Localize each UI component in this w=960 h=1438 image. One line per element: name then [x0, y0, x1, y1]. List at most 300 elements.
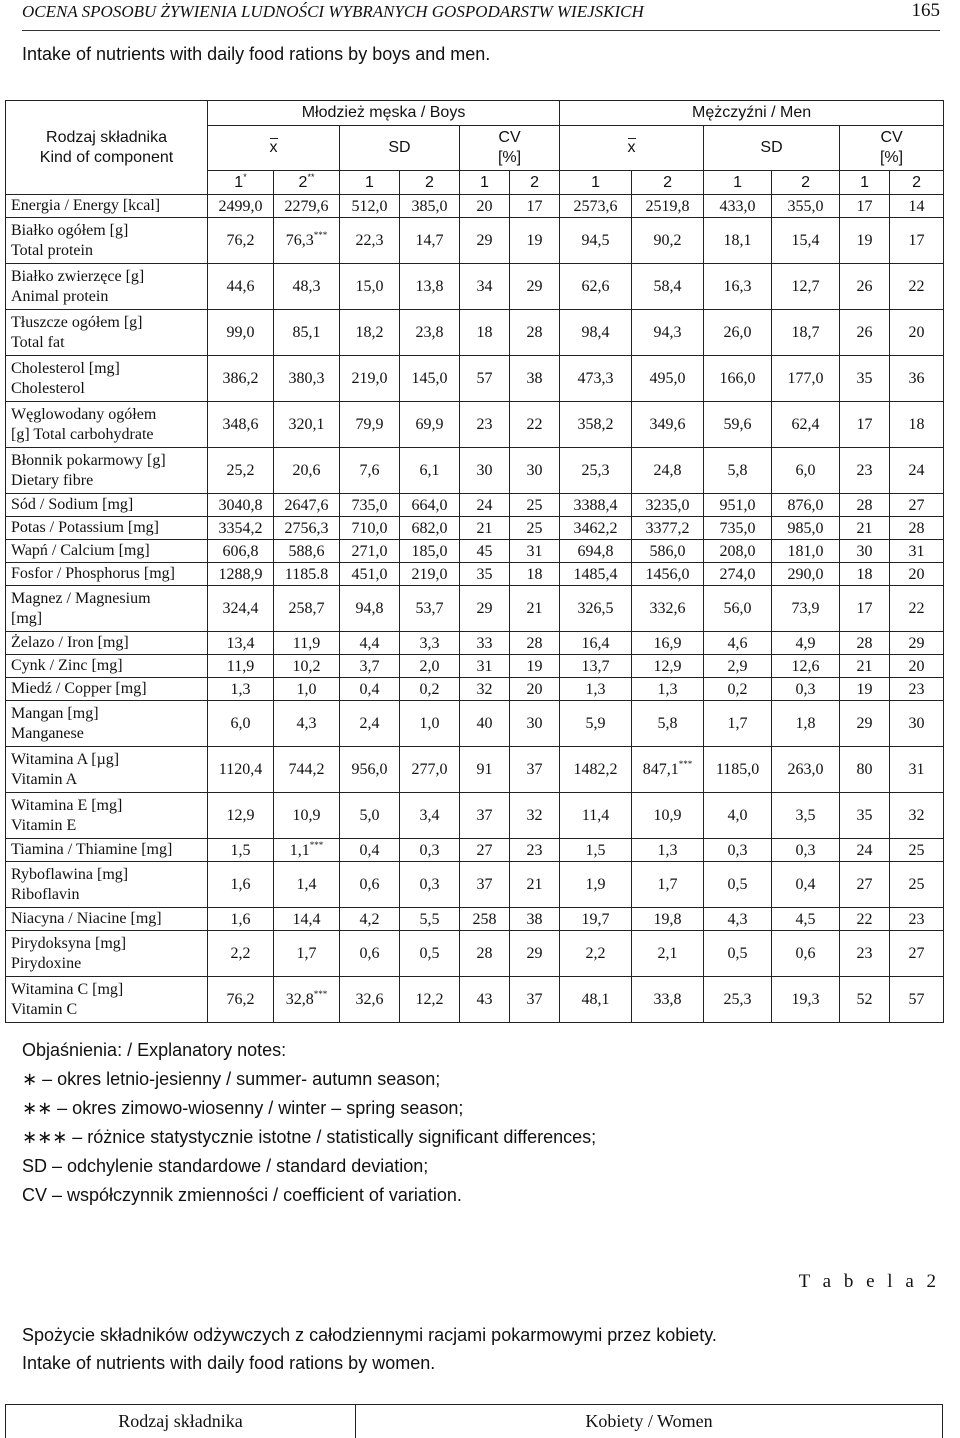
table-cell: 22,3 [340, 218, 400, 264]
table-cell: 0,3 [400, 862, 460, 908]
table-cell: 17 [840, 586, 890, 632]
season-1: 1 [460, 171, 510, 195]
table-cell: 29 [890, 632, 944, 655]
season-1: 1 [840, 171, 890, 195]
table-cell: 25 [510, 494, 560, 517]
table-cell: 1485,4 [560, 563, 632, 586]
table-cell: 433,0 [704, 195, 772, 218]
table-cell: 13,4 [208, 632, 274, 655]
row-label [6, 356, 208, 402]
table-cell: 2,0 [400, 655, 460, 678]
table-cell: 23 [840, 931, 890, 977]
table-cell: 2,1 [632, 931, 704, 977]
row-label [6, 862, 208, 908]
running-title: OCENA SPOSOBU ŻYWIENIA LUDNOŚCI WYBRANYCH GOSPODARSTW WIEJSKICH [22, 2, 644, 22]
table-cell: 682,0 [400, 517, 460, 540]
table-row [6, 632, 944, 655]
row-label [6, 264, 208, 310]
table-cell: 4,5 [772, 908, 840, 931]
table-cell: 14,7 [400, 218, 460, 264]
table-row [6, 678, 944, 701]
table-cell: 324,4 [208, 586, 274, 632]
season-1: 1 [560, 171, 632, 195]
table-cell: 79,9 [340, 402, 400, 448]
table-cell: 1,0 [400, 701, 460, 747]
table-cell: 99,0 [208, 310, 274, 356]
row-label-en: [g] Total carbohydrate [11, 425, 205, 445]
table-cell: 588,6 [274, 540, 340, 563]
table-cell: 735,0 [340, 494, 400, 517]
table-cell: 20 [510, 678, 560, 701]
table-cell: 17 [890, 218, 944, 264]
table-cell: 15,4 [772, 218, 840, 264]
table-cell: 1,0 [274, 678, 340, 701]
table-row [6, 701, 944, 747]
table-cell: 380,3 [274, 356, 340, 402]
table-cell: 15,0 [340, 264, 400, 310]
table-row [6, 264, 944, 310]
table-cell: 2,2 [208, 931, 274, 977]
table-cell: 58,4 [632, 264, 704, 310]
table-cell: 166,0 [704, 356, 772, 402]
header-men-mean: x [560, 126, 704, 171]
season-2: 2 [772, 171, 840, 195]
table-cell: 48,1 [560, 977, 632, 1023]
table-cell: 177,0 [772, 356, 840, 402]
table-cell: 664,0 [400, 494, 460, 517]
table-cell: 23 [460, 402, 510, 448]
table-cell: 27 [890, 494, 944, 517]
table-cell: 94,5 [560, 218, 632, 264]
row-label-en: [mg] [11, 609, 205, 629]
table-cell: 0,2 [400, 678, 460, 701]
notes-title: Objaśnienia: / Explanatory notes: [22, 1040, 596, 1069]
row-label-pl: Tłuszcze ogółem [g] [11, 313, 205, 333]
table2-label: T a b e l a 2 [799, 1271, 940, 1293]
table-cell: 14 [890, 195, 944, 218]
table-cell: 12,9 [208, 793, 274, 839]
table-cell: 1,7 [632, 862, 704, 908]
table-cell: 1,6 [208, 908, 274, 931]
note-item: ∗ – okres letnio-jesienny / summer- autumn season; [22, 1069, 596, 1098]
season-1: 1 [340, 171, 400, 195]
table-row [6, 931, 944, 977]
table-cell: 4,0 [704, 793, 772, 839]
table-cell: 7,6 [340, 448, 400, 494]
table-cell: 28 [840, 494, 890, 517]
table-cell: 32 [510, 793, 560, 839]
table-row [6, 563, 944, 586]
table-row [6, 655, 944, 678]
table-cell: 985,0 [772, 517, 840, 540]
table-row [6, 793, 944, 839]
table-cell: 20 [890, 563, 944, 586]
table-cell: 40 [460, 701, 510, 747]
season-2: 2 [400, 171, 460, 195]
table-cell: 263,0 [772, 747, 840, 793]
table-row [6, 218, 944, 264]
table-cell: 38 [510, 908, 560, 931]
table-cell: 3040,8 [208, 494, 274, 517]
table-cell: 94,3 [632, 310, 704, 356]
header-component-en: Kind of component [8, 148, 205, 168]
table-cell: 19,8 [632, 908, 704, 931]
table-cell: 32 [460, 678, 510, 701]
table-cell: 219,0 [400, 563, 460, 586]
table-cell: 28 [510, 310, 560, 356]
table-cell: 21 [460, 517, 510, 540]
table-cell: 23 [890, 908, 944, 931]
table-row [6, 540, 944, 563]
row-label: Potas / Potassium [mg] [6, 517, 208, 540]
row-label-pl: Białko zwierzęce [g] [11, 267, 205, 287]
table-cell: 876,0 [772, 494, 840, 517]
row-label [6, 793, 208, 839]
table-cell: 94,8 [340, 586, 400, 632]
row-label: Żelazo / Iron [mg] [6, 632, 208, 655]
header-boys-cv: CV [%] [460, 126, 560, 171]
table-cell: 25 [890, 839, 944, 862]
table-cell: 258 [460, 908, 510, 931]
table-cell: 12,9 [632, 655, 704, 678]
table-cell: 3388,4 [560, 494, 632, 517]
table-cell: 22 [510, 402, 560, 448]
table-cell: 10,9 [274, 793, 340, 839]
season-1: 1 [704, 171, 772, 195]
row-label-en: Cholesterol [11, 379, 205, 399]
table-row [6, 747, 944, 793]
table-cell: 29 [460, 586, 510, 632]
header-men-cv: CV [%] [840, 126, 944, 171]
table-cell: 2499,0 [208, 195, 274, 218]
table-cell: 5,5 [400, 908, 460, 931]
note-item: ∗∗ – okres zimowo-wiosenny / winter – spring season; [22, 1098, 596, 1127]
table-cell: 386,2 [208, 356, 274, 402]
row-label-en: Total protein [11, 241, 205, 261]
table-cell: 44,6 [208, 264, 274, 310]
table-cell: 26 [840, 310, 890, 356]
table-cell: 385,0 [400, 195, 460, 218]
table-cell: 956,0 [340, 747, 400, 793]
nutrients-table-women [5, 1404, 943, 1438]
table2-caption-pl: Spożycie składników odżywczych z całodziennymi racjami pokarmowymi przez kobiety. [22, 1325, 717, 1346]
table-cell: 11,9 [208, 655, 274, 678]
row-label-pl: Mangan [mg] [11, 704, 205, 724]
table-row [6, 402, 944, 448]
table-cell: 355,0 [772, 195, 840, 218]
table-cell: 18 [890, 402, 944, 448]
table-cell: 32,8*** [274, 977, 340, 1023]
row-label: Fosfor / Phosphorus [mg] [6, 563, 208, 586]
row-label: Energia / Energy [kcal] [6, 195, 208, 218]
table-cell: 22 [890, 264, 944, 310]
table-cell: 1,3 [632, 678, 704, 701]
header-men: Mężczyźni / Men [560, 101, 944, 126]
table-cell: 0,6 [340, 862, 400, 908]
row-label-en: Pirydoxine [11, 954, 205, 974]
header-women: Kobiety / Women [356, 1405, 943, 1438]
table-cell: 17 [510, 195, 560, 218]
table-cell: 28 [460, 931, 510, 977]
explanatory-notes [22, 1040, 596, 1214]
table-cell: 326,5 [560, 586, 632, 632]
table-cell: 31 [460, 655, 510, 678]
row-label [6, 747, 208, 793]
table-cell: 30 [840, 540, 890, 563]
table-cell: 0,3 [400, 839, 460, 862]
table-cell: 30 [510, 448, 560, 494]
row-label-en: Vitamin C [11, 1000, 205, 1020]
table-cell: 69,9 [400, 402, 460, 448]
row-label-pl: Węglowodany ogółem [11, 405, 205, 425]
table-cell: 17 [840, 195, 890, 218]
table-cell: 258,7 [274, 586, 340, 632]
table-cell: 606,8 [208, 540, 274, 563]
table-cell: 32 [890, 793, 944, 839]
table-cell: 29 [460, 218, 510, 264]
table-cell: 37 [460, 862, 510, 908]
table-cell: 33,8 [632, 977, 704, 1023]
table-cell: 0,2 [704, 678, 772, 701]
table-cell: 2279,6 [274, 195, 340, 218]
table-cell: 4,6 [704, 632, 772, 655]
table-cell: 12,6 [772, 655, 840, 678]
table-cell: 18 [510, 563, 560, 586]
table-cell: 0,4 [340, 678, 400, 701]
table-cell: 0,6 [772, 931, 840, 977]
row-label-en: Vitamin A [11, 770, 205, 790]
header-boys-mean: x [208, 126, 340, 171]
table-cell: 4,9 [772, 632, 840, 655]
table-cell: 3,3 [400, 632, 460, 655]
table-cell: 31 [890, 747, 944, 793]
table-cell: 277,0 [400, 747, 460, 793]
table-cell: 3462,2 [560, 517, 632, 540]
table-cell: 0,4 [340, 839, 400, 862]
header-divider [22, 30, 940, 31]
table-cell: 23,8 [400, 310, 460, 356]
table-cell: 3377,2 [632, 517, 704, 540]
table-cell: 271,0 [340, 540, 400, 563]
row-label: Tiamina / Thiamine [mg] [6, 839, 208, 862]
table-cell: 30 [510, 701, 560, 747]
row-label [6, 586, 208, 632]
table-cell: 18 [840, 563, 890, 586]
table-cell: 20 [460, 195, 510, 218]
row-label-pl: Pirydoksyna [mg] [11, 934, 205, 954]
table-cell: 43 [460, 977, 510, 1023]
table-cell: 320,1 [274, 402, 340, 448]
table-row [6, 448, 944, 494]
table-cell: 31 [510, 540, 560, 563]
table-cell: 1288,9 [208, 563, 274, 586]
table-row [6, 862, 944, 908]
table-cell: 1482,2 [560, 747, 632, 793]
table-cell: 19 [510, 218, 560, 264]
table-cell: 290,0 [772, 563, 840, 586]
table-cell: 13,7 [560, 655, 632, 678]
table-cell: 145,0 [400, 356, 460, 402]
table-cell: 5,0 [340, 793, 400, 839]
table-cell: 20 [890, 310, 944, 356]
table-cell: 21 [510, 586, 560, 632]
table-cell: 90,2 [632, 218, 704, 264]
table-cell: 30 [460, 448, 510, 494]
table-cell: 6,1 [400, 448, 460, 494]
table-cell: 18,7 [772, 310, 840, 356]
table-cell: 76,2 [208, 977, 274, 1023]
table-cell: 1,3 [208, 678, 274, 701]
table-cell: 473,3 [560, 356, 632, 402]
row-label [6, 402, 208, 448]
table-cell: 31 [890, 540, 944, 563]
table-cell: 38 [510, 356, 560, 402]
table-cell: 52 [840, 977, 890, 1023]
table-cell: 1,3 [632, 839, 704, 862]
row-label-en: Total fat [11, 333, 205, 353]
season-2: 2 [632, 171, 704, 195]
table-cell: 451,0 [340, 563, 400, 586]
table-cell: 2,2 [560, 931, 632, 977]
note-item: CV – współczynnik zmienności / coefficient of variation. [22, 1185, 596, 1214]
nutrients-table-boys-men [5, 100, 944, 1023]
table-cell: 62,6 [560, 264, 632, 310]
table-cell: 24 [890, 448, 944, 494]
row-label-pl: Magnez / Magnesium [11, 589, 205, 609]
table-cell: 710,0 [340, 517, 400, 540]
table-cell: 11,4 [560, 793, 632, 839]
table-cell: 2,4 [340, 701, 400, 747]
table-cell: 219,0 [340, 356, 400, 402]
table-cell: 1,6 [208, 862, 274, 908]
row-label-pl: Ryboflawina [mg] [11, 865, 205, 885]
header-boys-sd: SD [340, 126, 460, 171]
row-label [6, 218, 208, 264]
table-cell: 19 [510, 655, 560, 678]
table-cell: 36 [890, 356, 944, 402]
table-cell: 53,7 [400, 586, 460, 632]
table-cell: 23 [840, 448, 890, 494]
table-cell: 48,3 [274, 264, 340, 310]
table-row [6, 517, 944, 540]
table-cell: 5,9 [560, 701, 632, 747]
table-cell: 12,2 [400, 977, 460, 1023]
season-2: 2 [510, 171, 560, 195]
row-label-pl: Błonnik pokarmowy [g] [11, 451, 205, 471]
table-cell: 21 [510, 862, 560, 908]
table-cell: 28 [510, 632, 560, 655]
table-cell: 1,8 [772, 701, 840, 747]
header-component [6, 101, 208, 195]
header-boys: Młodzież męska / Boys [208, 101, 560, 126]
table-cell: 1120,4 [208, 747, 274, 793]
table-row [6, 908, 944, 931]
row-label [6, 448, 208, 494]
note-item: ∗∗∗ – różnice statystycznie istotne / statistically significant differences; [22, 1127, 596, 1156]
table-cell: 3354,2 [208, 517, 274, 540]
table-cell: 13,8 [400, 264, 460, 310]
table-cell: 23 [890, 678, 944, 701]
table-row [6, 195, 944, 218]
table-cell: 28 [890, 517, 944, 540]
table-cell: 0,5 [704, 931, 772, 977]
table-cell: 25,2 [208, 448, 274, 494]
table-cell: 19 [840, 678, 890, 701]
table-cell: 349,6 [632, 402, 704, 448]
table-cell: 85,1 [274, 310, 340, 356]
table-row [6, 977, 944, 1023]
table-cell: 22 [840, 908, 890, 931]
table-cell: 11,9 [274, 632, 340, 655]
table1-caption: Intake of nutrients with daily food rations by boys and men. [22, 44, 490, 65]
table-cell: 4,3 [704, 908, 772, 931]
table-cell: 73,9 [772, 586, 840, 632]
table-cell: 57 [460, 356, 510, 402]
table2-caption-en: Intake of nutrients with daily food rations by women. [22, 1353, 435, 1374]
table-cell: 6,0 [772, 448, 840, 494]
table-cell: 1,4 [274, 862, 340, 908]
table-cell: 35 [460, 563, 510, 586]
table-cell: 16,3 [704, 264, 772, 310]
row-label: Miedź / Copper [mg] [6, 678, 208, 701]
table-cell: 2519,8 [632, 195, 704, 218]
row-label-en: Dietary fibre [11, 471, 205, 491]
table-cell: 14,4 [274, 908, 340, 931]
season-2: 2** [274, 171, 340, 195]
table-cell: 28 [840, 632, 890, 655]
table-cell: 4,3 [274, 701, 340, 747]
table-cell: 19 [840, 218, 890, 264]
table-cell: 24,8 [632, 448, 704, 494]
table-cell: 12,7 [772, 264, 840, 310]
table-cell: 208,0 [704, 540, 772, 563]
table-cell: 18 [460, 310, 510, 356]
table-cell: 951,0 [704, 494, 772, 517]
table-cell: 185,0 [400, 540, 460, 563]
table-cell: 24 [840, 839, 890, 862]
table-cell: 37 [460, 793, 510, 839]
row-label: Cynk / Zinc [mg] [6, 655, 208, 678]
table-cell: 25,3 [704, 977, 772, 1023]
table-cell: 26 [840, 264, 890, 310]
table-cell: 0,3 [772, 678, 840, 701]
table-row [6, 310, 944, 356]
table-cell: 98,4 [560, 310, 632, 356]
table-cell: 57 [890, 977, 944, 1023]
table-cell: 76,2 [208, 218, 274, 264]
table-cell: 0,6 [340, 931, 400, 977]
row-label: Niacyna / Niacine [mg] [6, 908, 208, 931]
table-cell: 0,5 [400, 931, 460, 977]
row-label-en: Vitamin E [11, 816, 205, 836]
table-cell: 1,7 [704, 701, 772, 747]
table-cell: 512,0 [340, 195, 400, 218]
table-cell: 16,9 [632, 632, 704, 655]
table-cell: 181,0 [772, 540, 840, 563]
table-cell: 27 [460, 839, 510, 862]
table-cell: 586,0 [632, 540, 704, 563]
table-cell: 26,0 [704, 310, 772, 356]
table-cell: 25 [890, 862, 944, 908]
table-cell: 3235,0 [632, 494, 704, 517]
row-label-pl: Witamina A [µg] [11, 750, 205, 770]
page-number: 165 [912, 0, 941, 22]
running-header [22, 0, 940, 28]
table-cell: 358,2 [560, 402, 632, 448]
note-item: SD – odchylenie standardowe / standard deviation; [22, 1156, 596, 1185]
table-row [6, 494, 944, 517]
table-cell: 5,8 [632, 701, 704, 747]
